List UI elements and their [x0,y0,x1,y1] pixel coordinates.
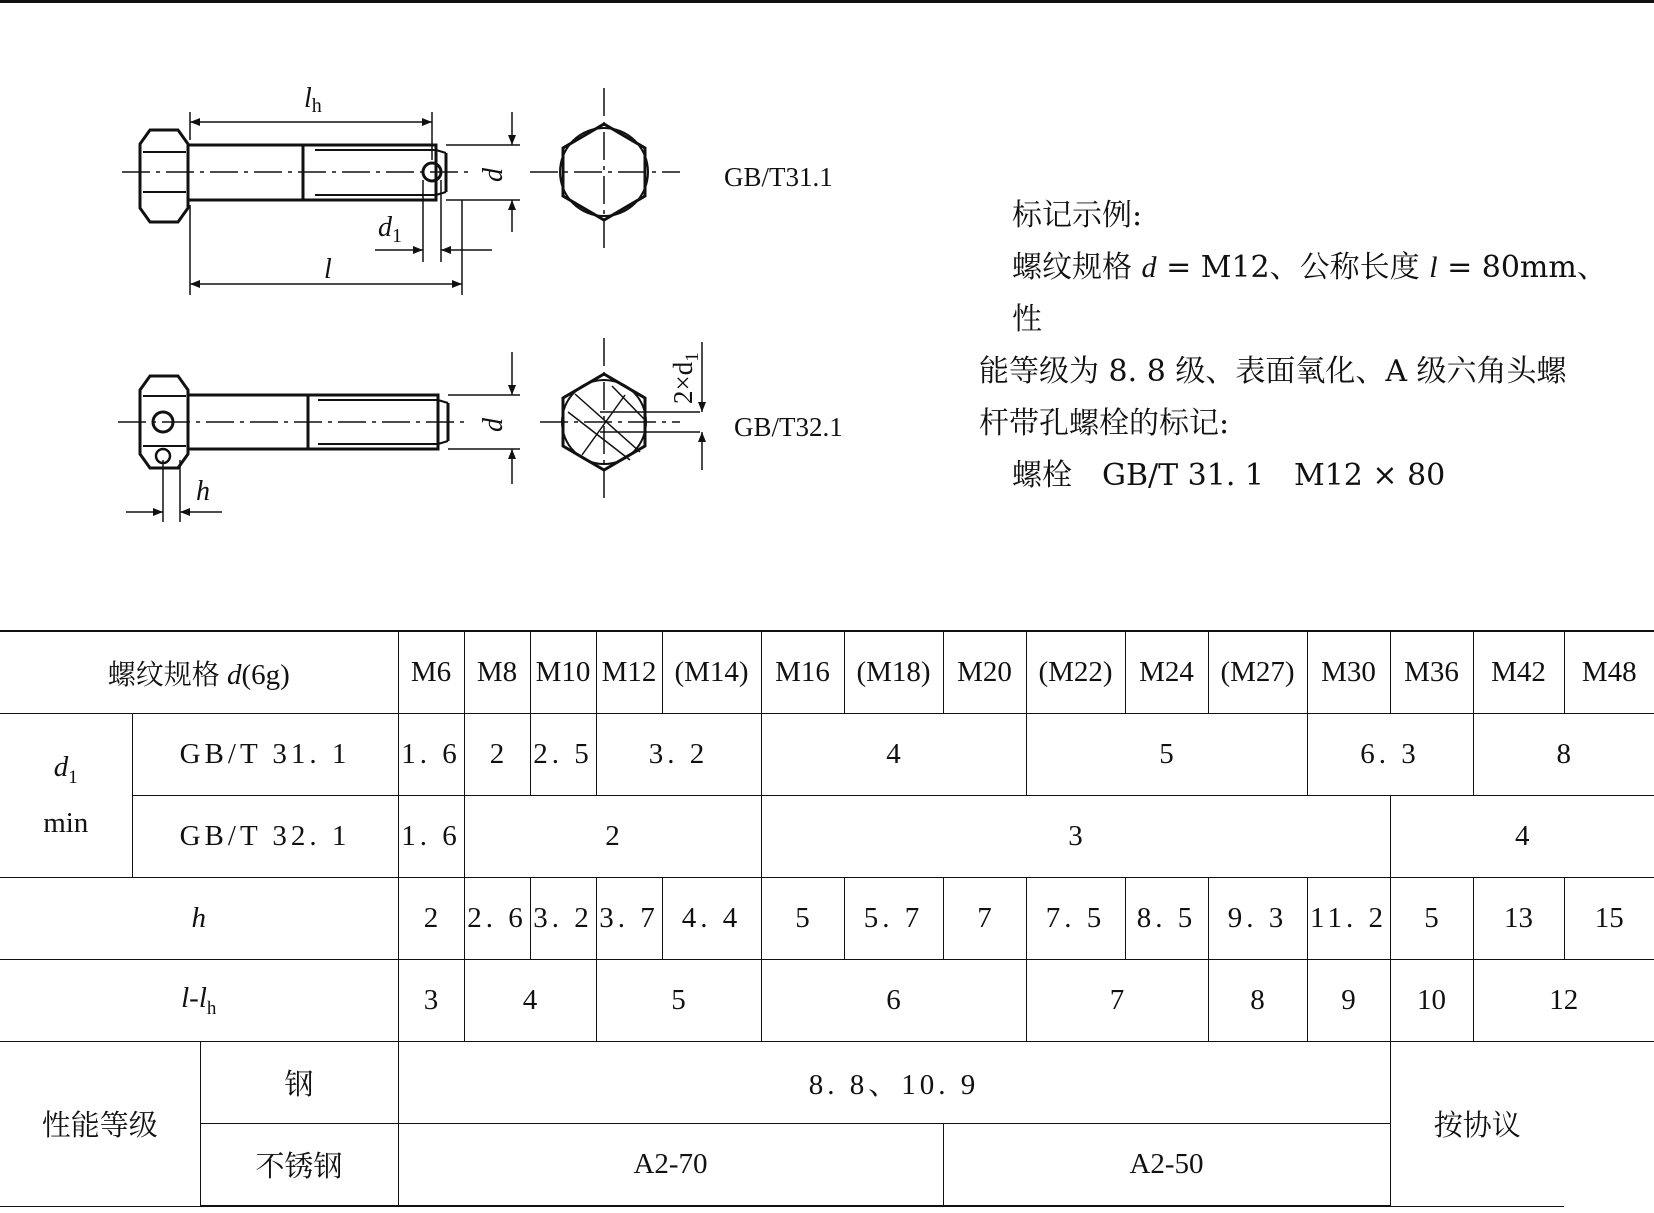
d1-min-label: $d_1$ min [0,714,132,878]
gb321-label: GB/T 32. 1 [132,796,398,878]
value-cell: 3. 2 [596,714,761,796]
example-heading: 标记示例: [1012,198,1143,233]
grade-label: 性能等级 [0,1042,200,1207]
d-label-top: d [478,168,509,182]
table-row-h [0,878,1654,960]
size-cell: M8 [464,631,530,714]
value-cell: 7 [943,878,1026,960]
value-cell: 7 [1026,960,1208,1042]
steel-value: 8. 8、10. 9 [398,1042,1390,1124]
value-cell: 15 [1564,878,1654,960]
size-cell: (M14) [662,631,761,714]
example-line-1: 螺纹规格 d = M12、公称长度 l = 80mm、性 [1012,250,1607,337]
value-cell: 4. 4 [662,878,761,960]
value-cell: 5 [596,960,761,1042]
value-cell: 8 [1208,960,1307,1042]
size-cell: M6 [398,631,464,714]
value-cell: 4 [761,714,1026,796]
std-label-311: GB/T31.1 [724,162,833,192]
value-cell: 13 [1473,878,1564,960]
steel-label: 钢 [200,1042,398,1124]
stainless-a2-50: A2-50 [943,1124,1390,1207]
value-cell: 11. 2 [1307,878,1390,960]
value-cell: 2 [464,796,761,878]
l-label: l [324,254,332,285]
header-thread-spec: 螺纹规格 d(6g) [0,631,398,714]
bolt-side-view-321 [118,352,520,522]
l-lh-row-label: $l-l_h$ [0,960,398,1042]
h-label: h [196,476,210,507]
h-row-label: h [0,878,398,960]
value-cell: 7. 5 [1026,878,1125,960]
size-cell: M20 [943,631,1026,714]
value-cell: 5 [1026,714,1307,796]
size-cell: M36 [1390,631,1473,714]
value-cell: 9. 3 [1208,878,1307,960]
size-cell: M30 [1307,631,1390,714]
size-cell: (M27) [1208,631,1307,714]
value-cell: 3 [398,960,464,1042]
value-cell: 6. 3 [1307,714,1473,796]
two-d1-label: $2\times d_1$ [668,352,703,404]
gb311-label: GB/T 31. 1 [132,714,398,796]
value-cell: 10 [1390,960,1473,1042]
value-cell: 8 [1473,714,1654,796]
size-cell: M16 [761,631,844,714]
value-cell: 5 [761,878,844,960]
bolt-side-view-311 [122,112,520,295]
size-cell: M12 [596,631,662,714]
value-cell: 8. 5 [1125,878,1208,960]
table-row-steel [0,1042,1654,1124]
spec-table [0,630,1654,1207]
size-cell: M48 [1564,631,1654,714]
value-cell: 12 [1473,960,1654,1042]
value-cell: 4 [1390,796,1654,878]
std-label-321: GB/T32.1 [734,412,843,442]
value-cell: 2. 5 [530,714,596,796]
agreement-cell: 按协议 [1390,1042,1564,1207]
value-cell: 1. 6 [398,796,464,878]
size-cell: (M18) [844,631,943,714]
value-cell: 6 [761,960,1026,1042]
size-cell: M24 [1125,631,1208,714]
size-cell: M10 [530,631,596,714]
value-cell: 5. 7 [844,878,943,960]
example-line-3: 杆带孔螺栓的标记: [979,406,1230,441]
example-line-2: 能等级为 8. 8 级、表面氧化、A 级六角头螺 [979,354,1567,389]
value-cell: 5 [1390,878,1473,960]
value-cell: 9 [1307,960,1390,1042]
table-row-d1-gb311 [0,714,1654,796]
d1-label: $d_1$ [378,212,402,247]
value-cell: 3. 7 [596,878,662,960]
d-label-bottom: d [478,418,509,432]
value-cell: 3 [761,796,1390,878]
value-cell: 2. 6 [464,878,530,960]
value-cell: 2 [464,714,530,796]
size-cell: (M22) [1026,631,1125,714]
hex-end-view-311 [530,88,680,250]
stainless-a2-70: A2-70 [398,1124,943,1207]
table-row-sizes [0,631,1654,714]
bolt-drawing [0,0,920,560]
table-row-d1-gb321 [0,796,1654,878]
example-line-4: 螺栓 GB/T 31. 1 M12 × 80 [1012,458,1446,493]
marking-example [979,190,1632,502]
value-cell: 1. 6 [398,714,464,796]
value-cell: 2 [398,878,464,960]
lh-label: lh [304,83,322,117]
value-cell: 4 [464,960,596,1042]
size-cell: M42 [1473,631,1564,714]
value-cell: 3. 2 [530,878,596,960]
table-row-l-lh [0,960,1654,1042]
stainless-label: 不锈钢 [200,1124,398,1207]
